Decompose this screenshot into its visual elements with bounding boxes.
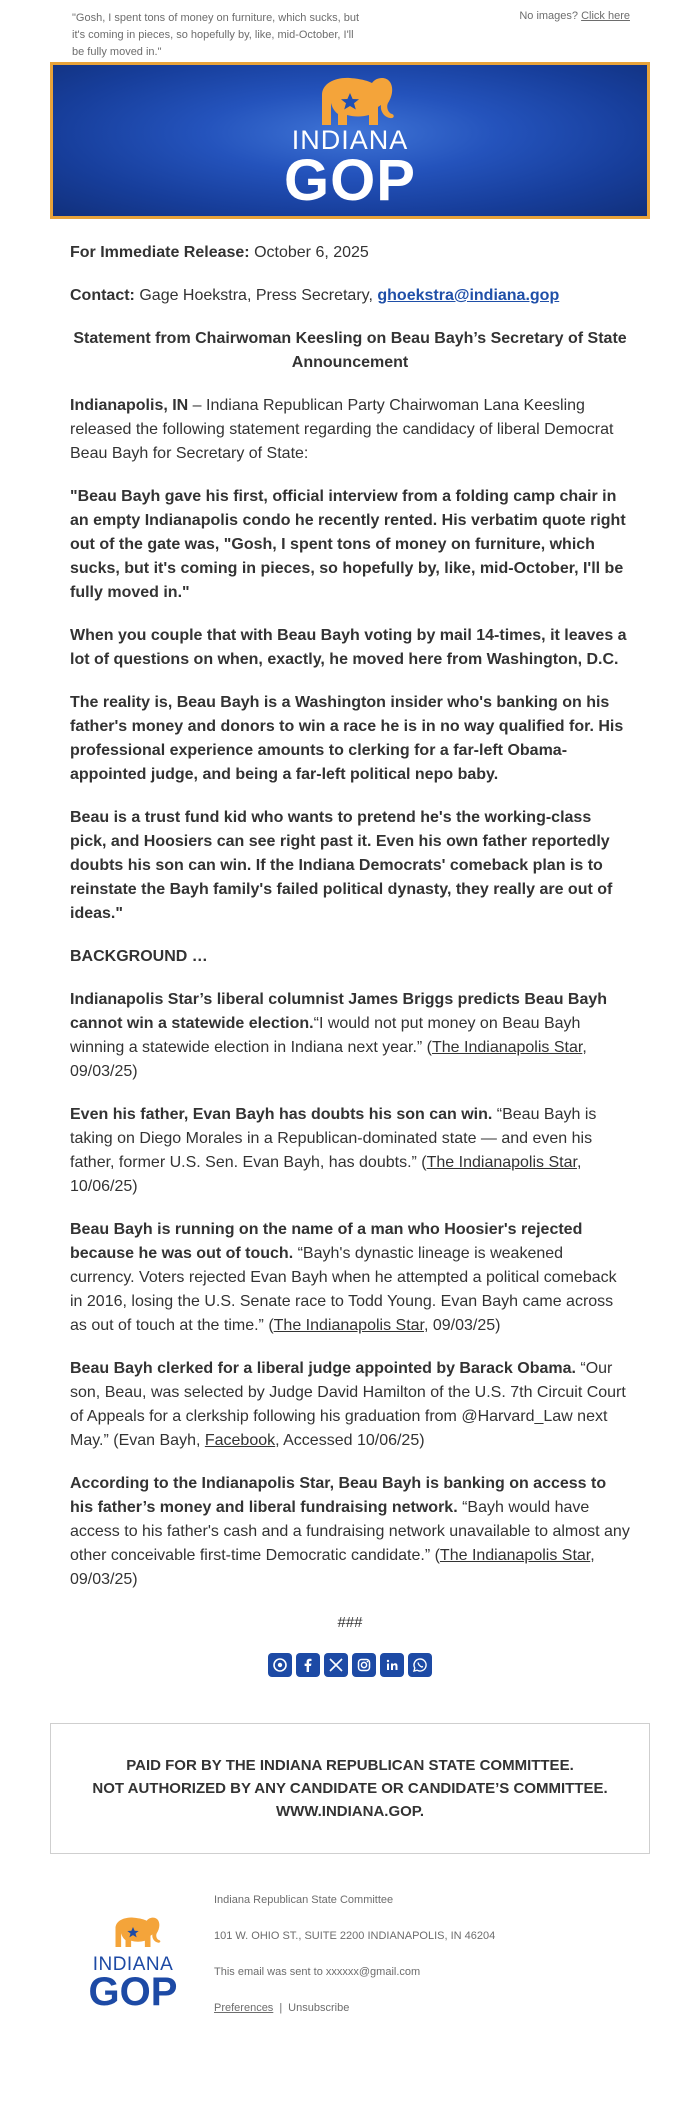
footer-address: 101 W. OHIO ST., SUITE 2200 INDIANAPOLIS, IN 46204 <box>214 1930 496 1942</box>
preheader-quote: "Gosh, I spent tons of money on furniture, which sucks, but it's coming in pieces, so hopefully by, like, mid-October, I'll be fully moved in." <box>72 12 359 58</box>
footer-org: Indiana Republican State Committee <box>214 1894 394 1906</box>
contact-label: Contact: <box>70 287 135 304</box>
source-link[interactable]: The Indianapolis Star <box>273 1317 424 1334</box>
click-here-link[interactable]: Click here <box>581 10 630 22</box>
footer <box>50 1892 650 2076</box>
headline: Statement from Chairwoman Keesling on Beau Bayh’s Secretary of State Announcement <box>73 330 627 371</box>
elephant-icon <box>302 73 398 129</box>
paid-for-disclaimer <box>50 1723 650 1854</box>
intro-paragraph <box>70 394 630 466</box>
disclaimer-line: PAID FOR BY THE INDIANA REPUBLICAN STATE COMMITTEE. <box>126 1757 574 1774</box>
dateline: Indianapolis, IN <box>70 397 189 414</box>
instagram-icon[interactable] <box>352 1653 376 1677</box>
background-quote: “Beau Bayh is taking on Diego Morales in a Republican-dominated state — and even his father, former U.S. Sen. Evan Bayh, has doubts.” ( <box>70 1106 597 1171</box>
intro-text: – Indiana Republican Party Chairwoman Lana Keesling released the following statement regarding the candidacy of liberal Democrat Beau Bayh for Secretary of State: <box>70 397 614 462</box>
preheader <box>50 0 650 62</box>
footer-info <box>192 1892 495 2036</box>
background-quote: “Bayh would have access to his father's cash and a fundraising network unavailable to almost any other conceivable first-time Democratic candidate.” ( <box>70 1499 630 1564</box>
unsubscribe-link[interactable]: Unsubscribe <box>288 2002 350 2014</box>
contact-email-link[interactable]: ghoekstra@indiana.gop <box>377 287 560 304</box>
x-icon[interactable] <box>324 1653 348 1677</box>
background-item <box>70 1218 630 1338</box>
preferences-link[interactable]: Preferences <box>214 2002 274 2014</box>
background-tail: , 09/03/25) <box>70 1547 595 1588</box>
source-link[interactable]: The Indianapolis Star <box>432 1039 583 1056</box>
release-label: For Immediate Release: <box>70 244 250 261</box>
background-lead: Even his father, Evan Bayh has doubts his son can win. <box>70 1106 493 1123</box>
no-images-notice <box>519 10 630 62</box>
social-links <box>50 1653 650 1677</box>
background-item <box>70 1357 630 1453</box>
background-item <box>70 1472 630 1592</box>
indiana-gop-logo <box>275 73 425 213</box>
statement-paragraph: The reality is, Beau Bayh is a Washington insider who's banking on his father's money and donors to win a race he is in no way qualified for. His professional experience amounts to clerking for a far-left Obama-appointed judge, and being a far-left political nepo baby. <box>70 694 624 783</box>
background-lead: Indianapolis Star’s liberal columnist James Briggs predicts Beau Bayh cannot win a statewide election. <box>70 991 608 1032</box>
background-tail: , 09/03/25) <box>70 1039 587 1080</box>
footer-logo-gop: GOP <box>88 1970 178 2014</box>
press-release-body <box>50 241 650 1635</box>
background-tail: , 10/06/25) <box>70 1154 582 1195</box>
disclaimer-line: NOT AUTHORIZED BY ANY CANDIDATE OR CANDIDATE’S COMMITTEE. <box>92 1780 608 1797</box>
statement-paragraph: "Beau Bayh gave his first, official interview from a folding camp chair in an empty Indianapolis condo he recently rented. His verbatim quote right out of the gate was, "Gosh, I spent tons of money on furniture, which sucks, but it's coming in pieces, so hopefully by, like, mid-October, I'll be fully moved in." <box>70 488 626 601</box>
no-images-label: No images? <box>519 10 579 22</box>
background-item <box>70 1103 630 1199</box>
linkedin-icon[interactable] <box>380 1653 404 1677</box>
elephant-icon <box>103 1914 163 1950</box>
logo-text-gop: GOP <box>284 148 416 213</box>
logo-text-indiana: INDIANA <box>291 125 409 155</box>
footer-logo <box>50 1892 192 2036</box>
end-mark: ### <box>337 1614 363 1631</box>
background-lead: Beau Bayh is running on the name of a man who Hoosier's rejected because he was out of touch. <box>70 1221 583 1262</box>
statement-paragraph: When you couple that with Beau Bayh voting by mail 14-times, it leaves a lot of questions on when, exactly, he moved here from Washington, D.C. <box>70 627 627 668</box>
footer-separator: | <box>279 2002 283 2014</box>
facebook-icon[interactable] <box>296 1653 320 1677</box>
background-tail: , 09/03/25) <box>423 1317 501 1334</box>
background-tail: , Accessed 10/06/25) <box>275 1432 425 1449</box>
source-link[interactable]: The Indianapolis Star <box>426 1154 577 1171</box>
background-label: BACKGROUND … <box>70 948 208 965</box>
background-quote: “I would not put money on Beau Bayh winning a statewide election in Indiana next year.” ( <box>70 1015 581 1056</box>
background-lead: According to the Indianapolis Star, Beau Bayh is banking on access to his father’s money and liberal fundraising network. <box>70 1475 607 1516</box>
whatsapp-icon[interactable] <box>408 1653 432 1677</box>
disclaimer-line: WWW.INDIANA.GOP. <box>275 1803 425 1820</box>
background-quote: “Bayh's dynastic lineage is weakened currency. Voters rejected Evan Bayh when he attempted a political comeback in 2016, losing the U.S. Senate race to Todd Young. Evan Bayh came across as out of touch at the time.” ( <box>70 1245 617 1334</box>
footer-logo-indiana: INDIANA <box>92 1954 174 1975</box>
statement-paragraph: Beau is a trust fund kid who wants to pretend he's the working-class pick, and Hoosiers can see right past it. Even his own father reportedly doubts his son can win. If the Indiana Democrats' comeback plan is to reinstate the Bayh family's failed political dynasty, they really are out of ideas." <box>70 809 613 922</box>
release-line <box>70 241 630 265</box>
footer-links <box>214 2000 495 2017</box>
release-date: October 6, 2025 <box>254 244 369 261</box>
email-container <box>50 0 650 2076</box>
contact-line <box>70 284 630 308</box>
source-link[interactable]: Facebook <box>204 1432 276 1449</box>
background-item <box>70 988 630 1084</box>
web-icon[interactable] <box>268 1653 292 1677</box>
background-lead: Beau Bayh clerked for a liberal judge appointed by Barack Obama. <box>70 1360 576 1377</box>
contact-name: Gage Hoekstra, Press Secretary, <box>139 287 373 304</box>
header-banner <box>50 62 650 219</box>
background-quote: “Our son, Beau, was selected by Judge David Hamilton of the U.S. 7th Circuit Court of Appeals for a clerkship following his graduation from @Harvard_Law next May.” (Evan Bayh, <box>70 1360 626 1449</box>
source-link[interactable]: The Indianapolis Star <box>439 1547 591 1564</box>
footer-sent-to: This email was sent to xxxxxx@gmail.com <box>214 1966 421 1978</box>
